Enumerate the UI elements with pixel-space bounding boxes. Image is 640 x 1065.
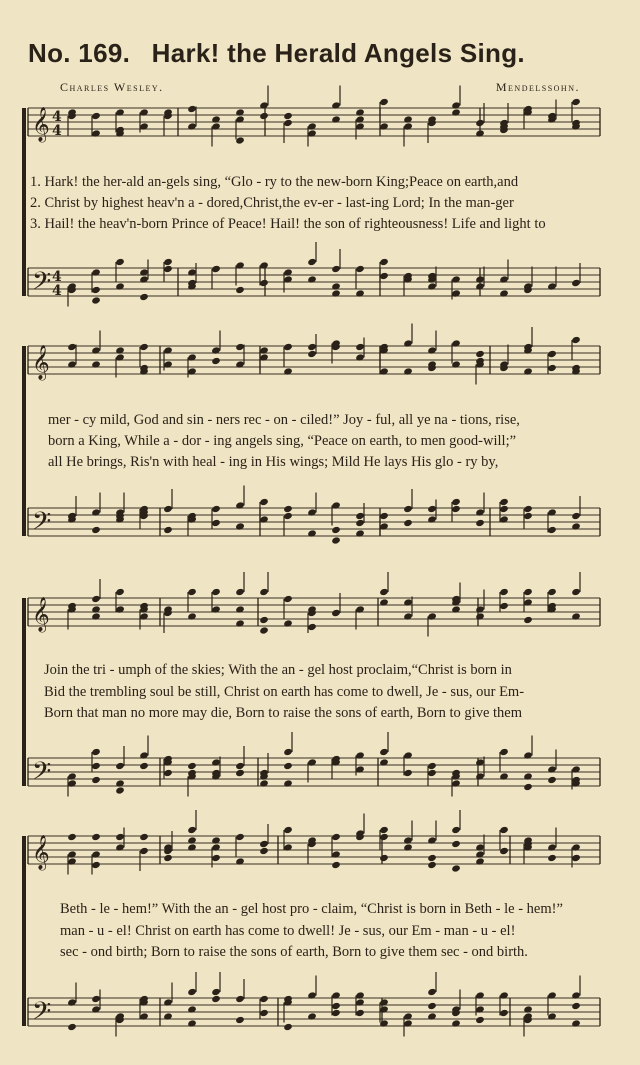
note-head: [331, 861, 341, 869]
note-head: [259, 626, 269, 634]
lyric-line: all He brings, Ris'n with heal - ing in His wings; Mild He lays His glo - ry by,: [48, 454, 499, 470]
note-head: [283, 505, 293, 513]
lyric-line: 1. Hark! the her-ald an-gels sing, “Glo - ry to the new-born King;Peace on earth,and: [30, 174, 519, 190]
note-head: [211, 519, 221, 527]
note-head: [379, 826, 389, 834]
note-head: [235, 286, 245, 294]
note-head: [547, 854, 557, 862]
note-head: [163, 854, 173, 862]
note-head: [475, 1016, 485, 1024]
note-head: [163, 258, 173, 266]
note-head: [571, 512, 581, 520]
note-head: [523, 616, 533, 624]
note-head: [187, 988, 197, 996]
note-head: [355, 1009, 365, 1017]
bass-clef: 𝄢: [32, 507, 52, 542]
note-head: [211, 357, 221, 365]
note-head: [427, 769, 437, 777]
note-head: [235, 136, 245, 144]
lyric-line: Born that man no more may die, Born to raise the sons of earth, Born to give them: [44, 705, 522, 721]
note-head: [523, 505, 533, 513]
note-head: [91, 776, 101, 784]
note-head: [211, 588, 221, 596]
note-head: [163, 526, 173, 534]
note-head: [331, 609, 341, 617]
note-head: [163, 265, 173, 273]
note-head: [163, 505, 173, 513]
note-head: [499, 748, 509, 756]
note-head: [379, 98, 389, 106]
note-head: [283, 1023, 293, 1031]
note-head: [187, 588, 197, 596]
note-head: [571, 588, 581, 596]
time-signature: 4: [52, 123, 62, 139]
note-head: [211, 505, 221, 513]
time-signature: 4: [52, 283, 62, 299]
note-head: [355, 343, 365, 351]
note-head: [163, 769, 173, 777]
lyric-line: born a King, While a - dor - ing angels sing, “Peace on earth, to men good-will;”: [48, 433, 517, 449]
bass-clef: 𝄢: [32, 757, 52, 792]
note-head: [547, 350, 557, 358]
note-head: [139, 847, 149, 855]
note-head: [91, 861, 101, 869]
note-head: [427, 1002, 437, 1010]
note-head: [235, 343, 245, 351]
note-head: [571, 336, 581, 344]
note-head: [451, 864, 461, 872]
note-head: [475, 519, 485, 527]
composer-credit: Mendelssohn.: [495, 80, 580, 94]
note-head: [283, 112, 293, 120]
note-head: [115, 258, 125, 266]
hymn-number: No. 169.: [28, 38, 131, 68]
note-head: [331, 1002, 341, 1010]
note-head: [547, 588, 557, 596]
note-head: [547, 526, 557, 534]
note-head: [499, 602, 509, 610]
treble-clef: 𝄞: [32, 345, 50, 380]
note-head: [355, 519, 365, 527]
note-head: [235, 995, 245, 1003]
note-head: [379, 833, 389, 841]
note-head: [571, 1002, 581, 1010]
note-head: [259, 847, 269, 855]
lyric-line: sec - ond birth; Born to raise the sons of earth, Born to give them sec - ond birth.: [60, 944, 528, 960]
note-head: [91, 595, 101, 603]
bass-clef: 𝄢: [32, 267, 52, 302]
note-head: [427, 988, 437, 996]
note-head: [67, 343, 77, 351]
note-head: [139, 343, 149, 351]
note-head: [523, 783, 533, 791]
note-head: [379, 748, 389, 756]
note-head: [91, 286, 101, 294]
note-head: [499, 588, 509, 596]
note-head: [547, 776, 557, 784]
note-head: [259, 995, 269, 1003]
note-head: [235, 762, 245, 770]
note-head: [355, 512, 365, 520]
note-head: [91, 526, 101, 534]
note-head: [499, 505, 509, 513]
note-head: [331, 833, 341, 841]
note-head: [91, 833, 101, 841]
note-head: [283, 826, 293, 834]
note-head: [307, 343, 317, 351]
note-head: [451, 498, 461, 506]
note-head: [187, 762, 197, 770]
note-head: [211, 265, 221, 273]
note-head: [91, 995, 101, 1003]
lyricist-credit: Charles Wesley.: [60, 80, 164, 94]
note-head: [259, 840, 269, 848]
note-head: [403, 519, 413, 527]
note-head: [283, 119, 293, 127]
note-head: [259, 1009, 269, 1017]
note-head: [91, 762, 101, 770]
note-head: [235, 588, 245, 596]
lyric-line: Bid the trembling soul be still, Christ on earth has come to dwell, Je - sus, our Em-: [44, 684, 525, 700]
note-head: [427, 854, 437, 862]
note-head: [139, 762, 149, 770]
note-head: [115, 588, 125, 596]
note-head: [499, 1009, 509, 1017]
note-head: [307, 258, 317, 266]
note-head: [283, 512, 293, 520]
note-head: [259, 588, 269, 596]
note-head: [67, 1023, 77, 1031]
note-head: [355, 265, 365, 273]
note-head: [91, 112, 101, 120]
note-head: [331, 265, 341, 273]
treble-clef: 𝄞: [32, 597, 50, 632]
note-head: [259, 498, 269, 506]
note-head: [571, 279, 581, 287]
note-head: [331, 1009, 341, 1017]
hymn-title: Hark! the Herald Angels Sing.: [151, 38, 525, 68]
note-head: [331, 526, 341, 534]
note-head: [451, 826, 461, 834]
note-head: [451, 840, 461, 848]
note-head: [475, 350, 485, 358]
note-head: [403, 505, 413, 513]
note-head: [499, 847, 509, 855]
note-head: [283, 762, 293, 770]
note-head: [427, 762, 437, 770]
note-head: [91, 748, 101, 756]
note-head: [499, 498, 509, 506]
note-head: [451, 505, 461, 513]
note-head: [379, 588, 389, 596]
note-head: [235, 769, 245, 777]
note-head: [259, 279, 269, 287]
lyric-line: man - u - el! Christ on earth has come to dwell! Je - sus, our Em - man - u - el!: [60, 923, 516, 939]
lyric-line: Beth - le - hem!” With the an - gel host pro - claim, “Christ is born in Beth - le - hem!”: [60, 901, 563, 917]
note-head: [307, 623, 317, 631]
note-head: [571, 98, 581, 106]
note-head: [283, 595, 293, 603]
time-signature: 4: [52, 109, 62, 125]
treble-clef: 𝄞: [32, 835, 50, 870]
note-head: [115, 833, 125, 841]
note-head: [499, 826, 509, 834]
note-head: [139, 293, 149, 301]
lyric-line: Join the tri - umph of the skies; With the an - gel host proclaim,“Christ is born in: [44, 662, 512, 678]
note-head: [571, 854, 581, 862]
note-head: [187, 826, 197, 834]
note-head: [211, 995, 221, 1003]
note-head: [307, 350, 317, 358]
note-head: [283, 748, 293, 756]
note-head: [427, 861, 437, 869]
note-head: [211, 988, 221, 996]
note-head: [379, 258, 389, 266]
note-head: [403, 769, 413, 777]
note-head: [283, 343, 293, 351]
note-head: [547, 364, 557, 372]
note-head: [187, 105, 197, 113]
note-head: [259, 112, 269, 120]
note-head: [67, 833, 77, 841]
note-head: [523, 588, 533, 596]
note-head: [379, 272, 389, 280]
lyric-line: mer - cy mild, God and sin - ners rec - on - ciled!” Joy - ful, all ye na - tions, rise,: [48, 412, 520, 428]
note-head: [91, 296, 101, 304]
note-head: [523, 512, 533, 520]
note-head: [475, 119, 485, 127]
treble-clef: 𝄞: [32, 107, 50, 142]
note-head: [115, 786, 125, 794]
note-head: [379, 854, 389, 862]
lyric-line: 2. Christ by highest heav'n a - dored,Christ,the ev-er - last-ing Lord; In the man-ger: [30, 195, 514, 211]
time-signature: 4: [52, 269, 62, 285]
bass-clef: 𝄢: [32, 997, 52, 1032]
note-head: [139, 833, 149, 841]
note-head: [331, 536, 341, 544]
lyric-line: 3. Hail! the heav'n-born Prince of Peace! Hail! the son of righteousness! Life and light to: [30, 216, 546, 232]
note-head: [235, 833, 245, 841]
note-head: [379, 512, 389, 520]
note-head: [259, 616, 269, 624]
note-head: [427, 505, 437, 513]
note-head: [235, 1016, 245, 1024]
note-head: [211, 854, 221, 862]
note-head: [115, 762, 125, 770]
